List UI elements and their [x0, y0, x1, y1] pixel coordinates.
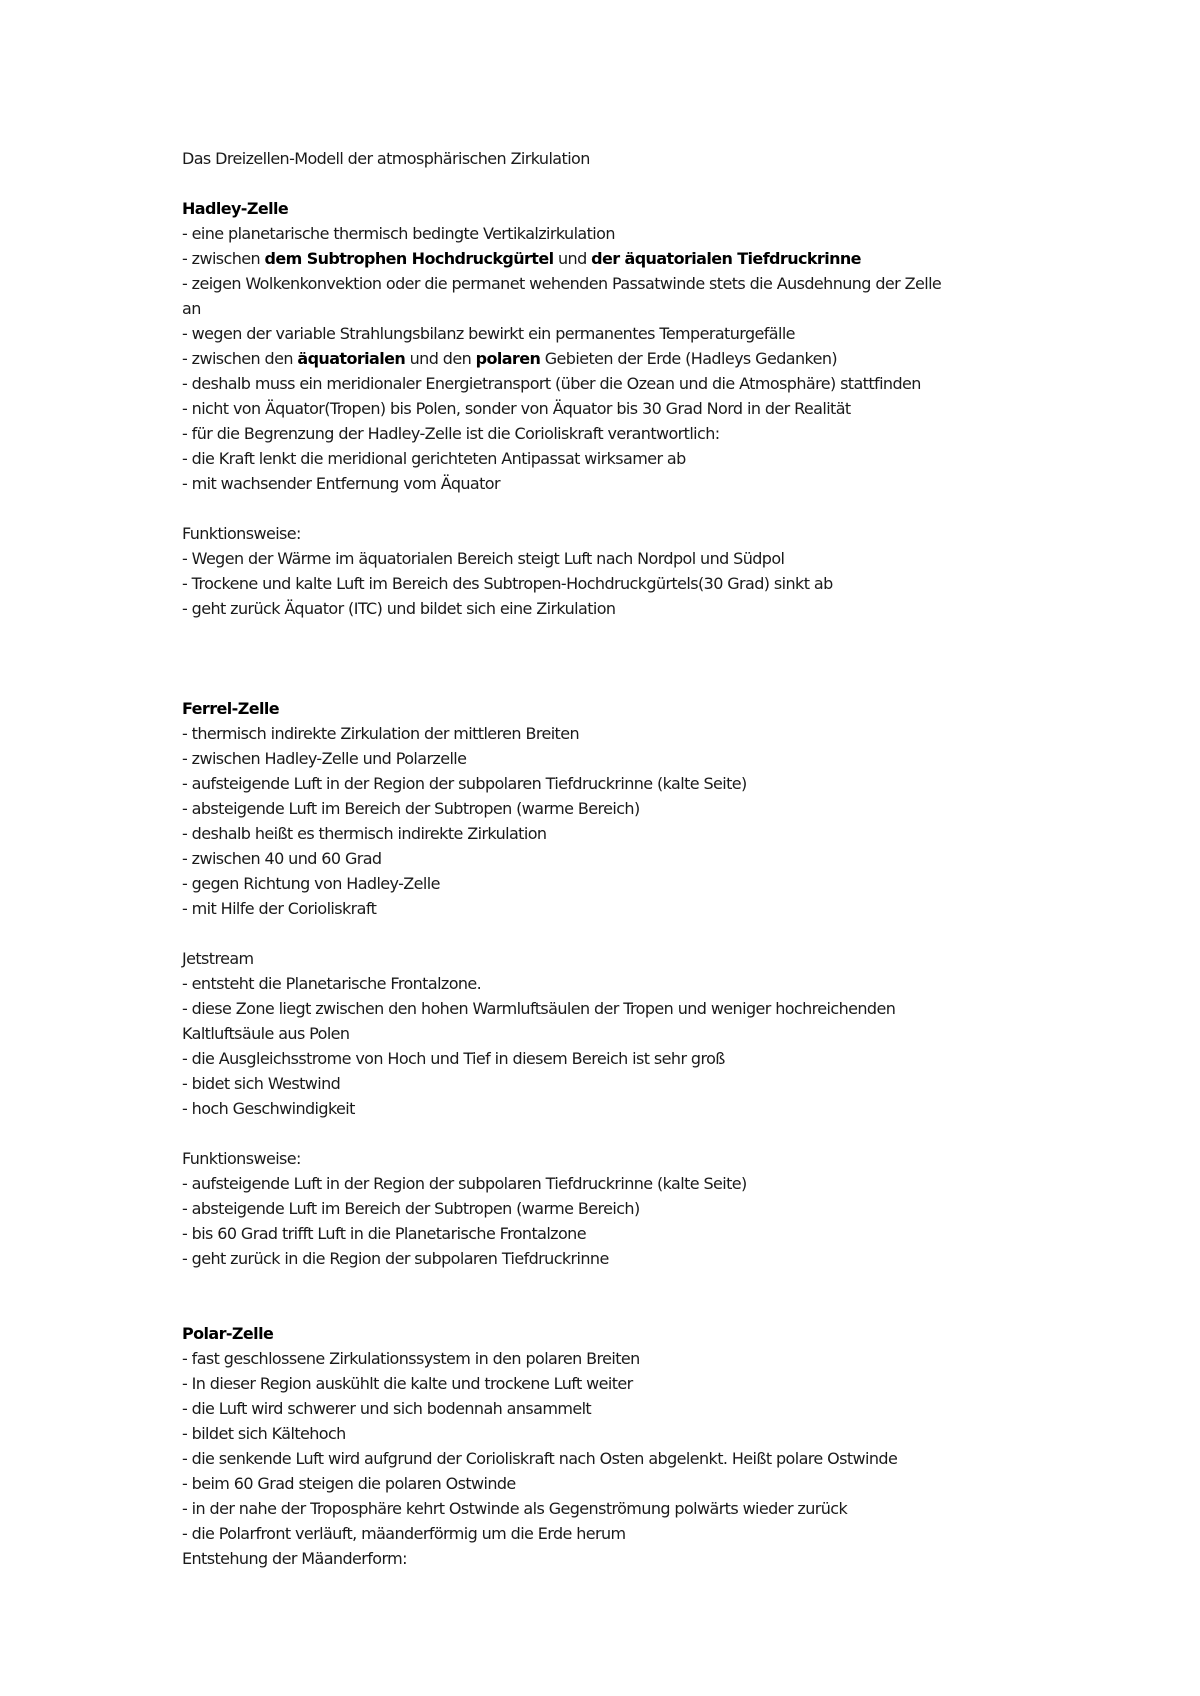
hadley-line — [182, 346, 1062, 371]
jetstream-heading: Jetstream — [182, 949, 254, 968]
jetstream-function-line: - aufsteigende Luft in der Region der subpolaren Tiefdruckrinne (kalte Seite) — [182, 1174, 747, 1193]
jetstream-line: - diese Zone liegt zwischen den hohen Warmluftsäulen der Tropen und weniger hochreichenden — [182, 999, 896, 1018]
hadley-line — [182, 246, 1062, 271]
ferrel-line: - zwischen Hadley-Zelle und Polarzelle — [182, 749, 467, 768]
polar-line: Entstehung der Mäanderform: — [182, 1549, 407, 1568]
hadley-line-text: und den — [405, 349, 476, 368]
jetstream-function-line: - absteigende Luft im Bereich der Subtropen (warme Bereich) — [182, 1199, 640, 1218]
polar-line: - fast geschlossene Zirkulationssystem in den polaren Breiten — [182, 1349, 640, 1368]
jetstream-line: - entsteht die Planetarische Frontalzone. — [182, 974, 482, 993]
hadley-bold-text: der äquatorialen Tiefdruckrinne — [591, 249, 861, 268]
hadley-line: - mit wachsender Entfernung vom Äquator — [182, 474, 500, 493]
jetstream-line: Kaltluftsäule aus Polen — [182, 1024, 350, 1043]
jetstream-line: - die Ausgleichsstrome von Hoch und Tief in diesem Bereich ist sehr groß — [182, 1049, 725, 1068]
hadley-heading: Hadley-Zelle — [182, 199, 289, 218]
jetstream-function-line: - bis 60 Grad trifft Luft in die Planetarische Frontalzone — [182, 1224, 586, 1243]
polar-line: - in der nahe der Troposphäre kehrt Ostwinde als Gegenströmung polwärts wieder zurück — [182, 1499, 848, 1518]
hadley-line-text: Gebieten der Erde (Hadleys Gedanken) — [540, 349, 838, 368]
jetstream-function-line: - geht zurück in die Region der subpolaren Tiefdruckrinne — [182, 1249, 609, 1268]
document-title: Das Dreizellen-Modell der atmosphärischen Zirkulation — [182, 149, 590, 168]
jetstream-function-heading: Funktionsweise: — [182, 1149, 301, 1168]
spacer — [182, 496, 1062, 521]
jetstream-line: - bidet sich Westwind — [182, 1074, 341, 1093]
spacer — [182, 1271, 1062, 1321]
hadley-line: an — [182, 299, 201, 318]
hadley-line: - nicht von Äquator(Tropen) bis Polen, sonder von Äquator bis 30 Grad Nord in der Realität — [182, 399, 851, 418]
ferrel-line: - aufsteigende Luft in der Region der subpolaren Tiefdruckrinne (kalte Seite) — [182, 774, 747, 793]
ferrel-line: - mit Hilfe der Corioliskraft — [182, 899, 377, 918]
ferrel-line: - zwischen 40 und 60 Grad — [182, 849, 382, 868]
polar-line: - beim 60 Grad steigen die polaren Ostwinde — [182, 1474, 516, 1493]
document-body — [182, 146, 1062, 1571]
hadley-function-line: - Trockene und kalte Luft im Bereich des Subtropen-Hochdruckgürtels(30 Grad) sinkt ab — [182, 574, 833, 593]
polar-line: - die Luft wird schwerer und sich bodennah ansammelt — [182, 1399, 592, 1418]
polar-heading: Polar-Zelle — [182, 1324, 274, 1343]
ferrel-heading: Ferrel-Zelle — [182, 699, 279, 718]
polar-line: - bildet sich Kältehoch — [182, 1424, 346, 1443]
hadley-line: - für die Begrenzung der Hadley-Zelle ist die Corioliskraft verantwortlich: — [182, 424, 720, 443]
ferrel-line: - absteigende Luft im Bereich der Subtropen (warme Bereich) — [182, 799, 640, 818]
hadley-line-text: - zwischen — [182, 249, 265, 268]
ferrel-line: - thermisch indirekte Zirkulation der mittleren Breiten — [182, 724, 579, 743]
hadley-line-text: und — [553, 249, 592, 268]
hadley-line-text: - zwischen den — [182, 349, 298, 368]
ferrel-line: - deshalb heißt es thermisch indirekte Zirkulation — [182, 824, 547, 843]
hadley-bold-text: polaren — [475, 349, 541, 368]
polar-line: - In dieser Region auskühlt die kalte und trockene Luft weiter — [182, 1374, 633, 1393]
spacer — [182, 1121, 1062, 1146]
hadley-function-heading: Funktionsweise: — [182, 524, 301, 543]
hadley-bold-text: äquatorialen — [297, 349, 406, 368]
hadley-line: - deshalb muss ein meridionaler Energietransport (über die Ozean und die Atmosphäre) stattfinden — [182, 374, 921, 393]
hadley-line: - wegen der variable Strahlungsbilanz bewirkt ein permanentes Temperaturgefälle — [182, 324, 795, 343]
hadley-line: - zeigen Wolkenkonvektion oder die permanet wehenden Passatwinde stets die Ausdehnung der Zelle — [182, 274, 942, 293]
ferrel-line: - gegen Richtung von Hadley-Zelle — [182, 874, 440, 893]
hadley-function-line: - Wegen der Wärme im äquatorialen Bereich steigt Luft nach Nordpol und Südpol — [182, 549, 785, 568]
jetstream-line: - hoch Geschwindigkeit — [182, 1099, 355, 1118]
polar-line: - die senkende Luft wird aufgrund der Corioliskraft nach Osten abgelenkt. Heißt polare Ostwinde — [182, 1449, 898, 1468]
hadley-line: - die Kraft lenkt die meridional gerichteten Antipassat wirksamer ab — [182, 449, 686, 468]
hadley-function-line: - geht zurück Äquator (ITC) und bildet sich eine Zirkulation — [182, 599, 616, 618]
polar-line: - die Polarfront verläuft, mäanderförmig um die Erde herum — [182, 1524, 626, 1543]
spacer — [182, 621, 1062, 696]
hadley-bold-text: dem Subtrophen Hochdruckgürtel — [264, 249, 554, 268]
spacer — [182, 921, 1062, 946]
hadley-line: - eine planetarische thermisch bedingte Vertikalzirkulation — [182, 224, 615, 243]
spacer — [182, 171, 1062, 196]
